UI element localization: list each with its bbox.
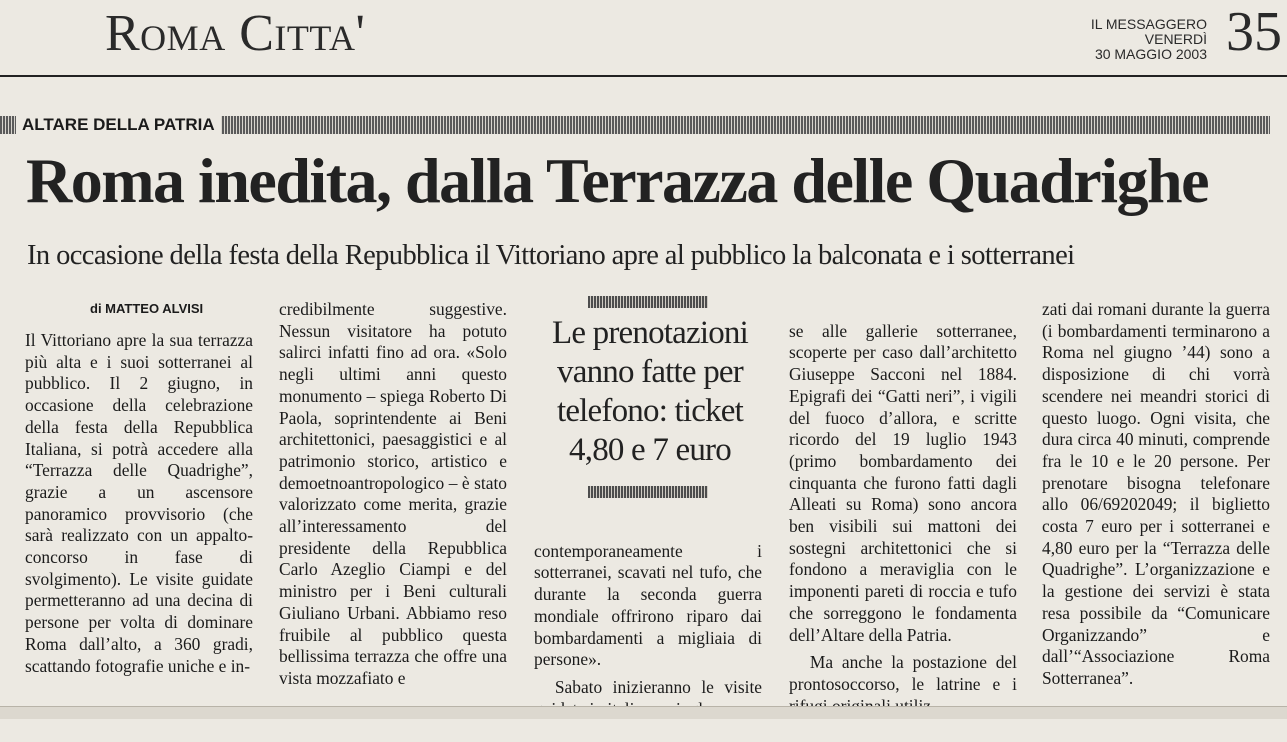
page-number: 35 [1226,1,1282,63]
article-column-2: credibilmente suggestive. Nessun visitatore ha potuto salirci infatti fino ad ora. «Solo negli ultimi anni questo monumento – spiega Roberto Di Paola, soprintendente ai Beni architettonici, paesaggistici e al patrimonio storico, artistico e demoetnoantropologico – è stato valorizzato come merita, grazie all’interessamento del presidente della Repubblica Carlo Azeglio Ciampi e del ministro per i Beni culturali Giuliano Urbani. Abbiamo reso fruibile al pubblico questa bellissima terrazza che offre una vista mozzafiato e [279,299,507,688]
article-column-1: Il Vittoriano apre la sua terrazza più alta e i suoi sotterranei al pubblico. Il 2 giugno, in occasione della celebrazione della festa della Repubblica Italiana, si potrà accedere alla “Terrazza delle Quadrighe”, grazie a un ascensore panoramico provvisorio (che sarà realizzato con un appalto-concorso in fase di svolgimento). Le visite guidate permetteranno ad una decina di persone per volta di dominare Roma dall’alto, a 360 gradi, scattando fotografie uniche e in- [25,330,253,676]
byline: di MATTEO ALVISI [90,301,204,316]
section-title: Roma Citta' [105,5,366,62]
column-4-paragraph-1: se alle gallerie sotterranee, scoperte per caso dall’architetto Giuseppe Sacconi nel 1884. Epigrafi dei “Gatti neri”, i vigili del fuoco d’allora, e scritte ricordo del 19 luglio 1943 (primo bombardamento dei cinquanta che furono fatti dagli Alleati su Roma) sono ancora ben visibili sui mattoni dei sostegni architettonici che si fondono a meraviglia con le imponenti pareti di roccia e tufo che sorreggono le fondamenta dell’Altare della Patria. [789,320,1017,645]
issue-date: 30 MAGGIO 2003 [1094,46,1207,62]
article-column-4 [789,299,1017,739]
pullquote-rule-bottom [588,486,708,498]
page-fold [0,706,1287,719]
pullquote: Le prenotazioni vanno fatte per telefono: ticket 4,80 e 7 euro [552,315,748,468]
column-3-paragraph-2: Sabato inizieranno le visite [554,676,762,697]
newspaper-name: IL MESSAGGERO [1090,16,1207,32]
pullquote-rule-top [588,296,708,308]
masthead-meta [1091,17,1207,62]
column-3-paragraph-1: contemporaneamente i sotterranei, scavati nel tufo, che durante la seconda guerra mondiale offrirono riparo dai bombardamenti a migliaia di persone». [534,540,762,670]
weekday: VENERDÌ [1144,31,1207,47]
column-4-paragraph-2: Ma anche la postazione del prontosoccorso, le latrine e i [789,652,1017,694]
subheadline: In occasione della festa della Repubblica il Vittoriano apre al pubblico la balconata e i sotterranei [27,240,1075,271]
headline: Roma inedita, dalla Terrazza delle Quadrighe [26,145,1208,216]
kicker: ALTARE DELLA PATRIA [16,114,221,136]
masthead-rule [0,75,1287,77]
article-column-5: zati dai romani durante la guerra (i bombardamenti terminarono a Roma nel giugno ’44) sono a disposizione di chi vorrà scendere nei meandri storici di questo luogo. Ogni visita, che dura circa 40 minuti, comprende fra le 10 e le 20 persone. Per prenotare bisogna telefonare allo 06/69202049; il biglietto costa 7 euro per i sotterranei e 4,80 euro per la “Terrazza delle Quadrighe”. L’organizzazione e la gestione dei servizi è stata resa possibile da “Comunicare Organizzando” e dall’“Associazione Roma Sotterranea”. [1042,299,1270,688]
